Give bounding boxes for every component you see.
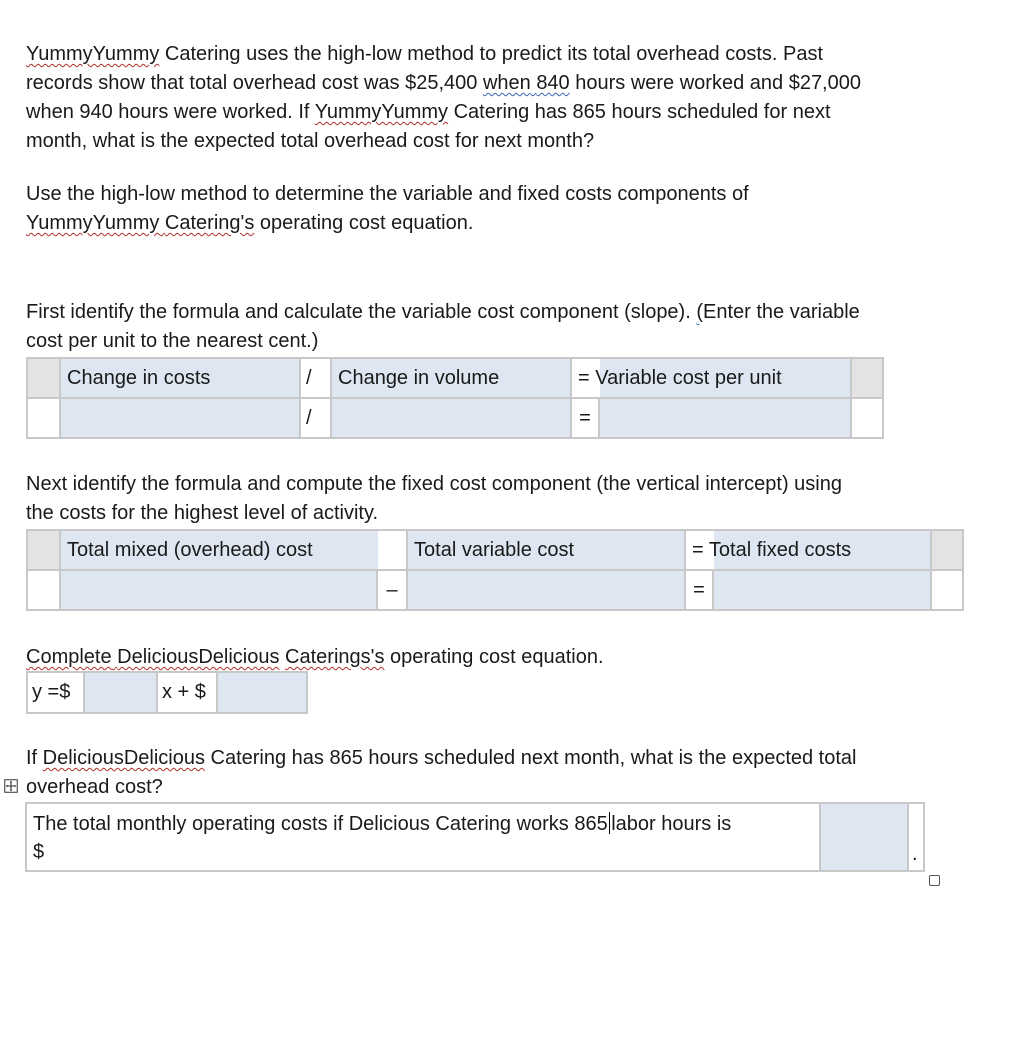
total-mixed-cost-input[interactable] <box>60 570 377 610</box>
expected-cost-statement: The total monthly operating costs if Delicious Catering works 865 labor hours is $ <box>26 803 820 871</box>
header-variable-cost-per-unit: = Variable cost per unit <box>571 358 851 398</box>
method-paragraph: Use the high-low method to determine the variable and fixed costs components of YummyYummy Catering's operating cost equation. <box>26 183 749 234</box>
expected-total-cost-input[interactable] <box>820 803 908 871</box>
variable-cost-instructions: First identify the formula and calculate the variable cost component (slope). (Enter the variable cost per unit to the nearest cent.) <box>26 301 860 352</box>
row-end-cell <box>851 358 883 398</box>
equation-row <box>27 672 307 713</box>
total-variable-cost-input[interactable] <box>407 570 685 610</box>
period-cell: . <box>908 803 924 871</box>
expected-cost-question: If DeliciousDelicious Catering has 865 hours scheduled next month, what is the expected total overhead cost? <box>26 747 857 798</box>
fixed-input-row <box>27 570 963 610</box>
equals-operator: = <box>685 570 713 610</box>
table-resize-handle-icon[interactable] <box>929 875 940 886</box>
header-total-mixed-cost: Total mixed (overhead) cost <box>60 530 407 570</box>
minus-operator: – <box>377 570 407 610</box>
divide-operator: / <box>300 398 331 438</box>
expected-cost-table <box>25 802 925 872</box>
company-name-yummyyummy: YummyYummy <box>26 43 160 65</box>
row-label-cell <box>27 398 60 438</box>
intro-paragraph: YummyYummy Catering uses the high-low method to predict its total overhead costs. Past records show that total overhead cost was $25,400 when 840 hours were worked and $27,000 when 940 hours were worked. If YummyYummy Catering has 865 hours scheduled for next month, what is the expected total overhead cost for next month? <box>26 43 861 152</box>
expected-cost-row <box>26 803 924 871</box>
equation-instructions: Complete DeliciousDelicious Caterings's operating cost equation. <box>26 646 604 668</box>
header-total-fixed-costs: = Total fixed costs <box>685 530 931 570</box>
fixed-cost-table <box>26 529 964 611</box>
equation-table <box>26 671 308 714</box>
change-in-costs-input[interactable] <box>60 398 300 438</box>
equation-x-label: x + $ <box>157 672 217 713</box>
header-change-in-volume: Change in volume <box>331 358 571 398</box>
row-label-cell <box>27 570 60 610</box>
fixed-header-row <box>27 530 963 570</box>
equation-slope-input[interactable] <box>84 672 157 713</box>
row-end-cell <box>931 530 963 570</box>
change-in-volume-input[interactable] <box>331 398 571 438</box>
row-label-cell <box>27 358 60 398</box>
total-fixed-costs-input[interactable] <box>713 570 931 610</box>
variable-cost-table <box>26 357 884 439</box>
variable-input-row <box>27 398 883 438</box>
variable-cost-per-unit-input[interactable] <box>599 398 851 438</box>
text-caret <box>609 812 611 834</box>
equation-intercept-input[interactable] <box>217 672 307 713</box>
table-move-handle-icon[interactable] <box>4 779 18 793</box>
header-change-in-costs: Change in costs <box>60 358 300 398</box>
equals-operator: = <box>571 398 599 438</box>
header-total-variable-cost: Total variable cost <box>407 530 685 570</box>
row-end-cell <box>931 570 963 610</box>
equation-y-label: y =$ <box>27 672 84 713</box>
row-label-cell <box>27 530 60 570</box>
row-end-cell <box>851 398 883 438</box>
variable-header-row <box>27 358 883 398</box>
divide-operator: / <box>300 358 331 398</box>
fixed-cost-instructions: Next identify the formula and compute the fixed cost component (the vertical intercept) using the costs for the highest level of activity. <box>26 473 842 524</box>
